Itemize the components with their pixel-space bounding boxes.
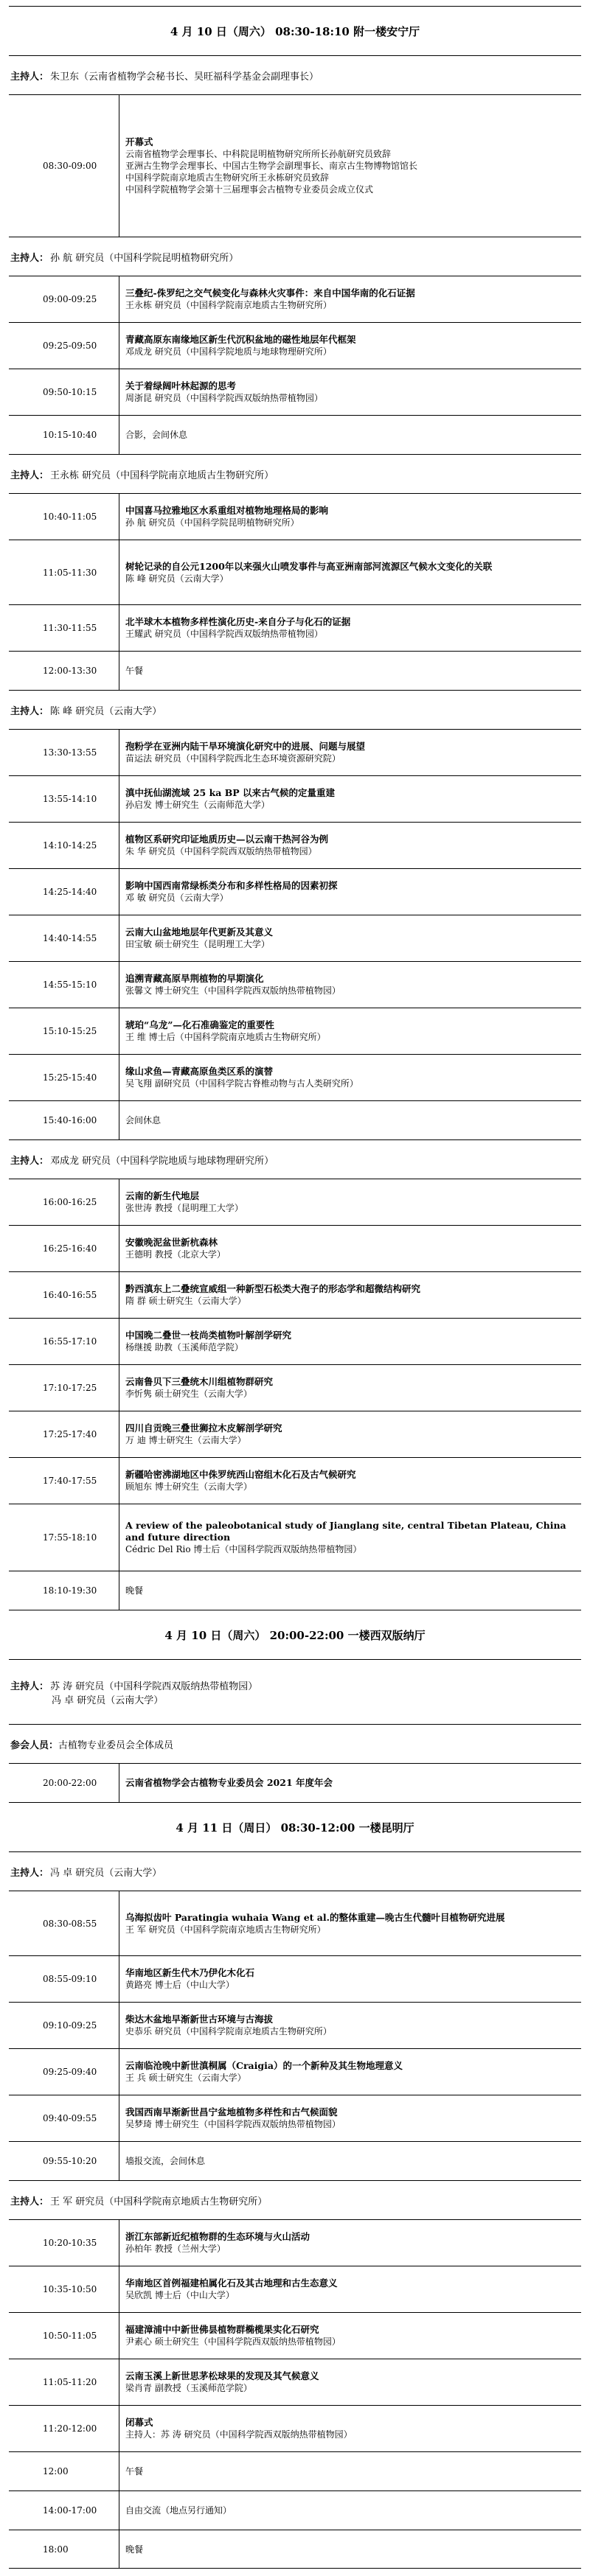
row-time: 14:40-14:55 [9,915,119,961]
row-time: 18:00 [9,2530,119,2568]
row-time: 16:25-16:40 [9,1226,119,1271]
talk-speaker: 万 迪 博士研究生（云南大学） [125,1435,246,1445]
talk-speaker: 中国科学院植物学会第十三届理事会古植物专业委员会成立仪式 [125,184,374,195]
row-content [119,2049,581,2095]
row-content [119,1319,581,1364]
talk-speaker: 邓 敏 研究员（云南大学） [125,893,229,903]
row-content [119,2142,581,2180]
row-content [119,1226,581,1271]
schedule-row [9,822,581,868]
session-header-text: 4 月 10 日（周六） 08:30-18:10 附一楼安宁厅 [170,24,420,38]
schedule-row [9,2405,581,2451]
talk-title: 琥珀“乌龙”—化石准确鉴定的重要性 [125,1019,274,1030]
host-label: 主持人： [10,1155,49,1167]
row-content [119,652,581,690]
talk-title: 北半球木本植物多样性演化历史-来自分子与化石的证据 [125,616,351,627]
talk-title: 滇中抚仙湖流域 25 ka BP 以来古气候的定量重建 [125,787,336,798]
schedule-row [9,94,581,237]
talk-title: 安徽晚泥盆世新杭森林 [125,1237,218,1248]
schedule-row [9,1054,581,1100]
row-content [119,1411,581,1457]
participants-label: 参会人员： [10,1739,59,1751]
talk-title: 乌海拟齿叶 Paratingia wuhaia Wang et al.的整体重建—晚古生代髓叶目植物研究进展 [125,1911,505,1923]
row-content [119,95,581,237]
talk-title: 黔西滇东上二叠统宣威组一种新型石松类大孢子的形态学和超微结构研究 [125,1283,421,1294]
talk-speaker: 吴飞翔 副研究员（中国科学院古脊椎动物与古人类研究所） [125,1078,358,1089]
host-name: 邓成龙 研究员（中国科学院地质与地球物理研究所） [50,1155,274,1167]
talk-title: 华南地区首例福建柏属化石及其古地理和古生态意义 [125,2277,338,2289]
row-content [119,2406,581,2451]
talk-speaker: 墙报交流，会间休息 [125,2156,206,2166]
schedule-row [9,1271,581,1318]
host-name: 王永栋 研究员（中国科学院南京地质古生物研究所） [50,470,274,481]
talk-speaker: 孙启发 博士研究生（云南师范大学） [125,800,270,810]
schedule-row [9,2312,581,2359]
host-label: 主持人： [10,470,49,481]
schedule-row [9,322,581,369]
schedule-row [9,1364,581,1411]
host-name: 孙 航 研究员（中国科学院昆明植物研究所） [50,252,239,264]
talk-title: 柴达木盆地早渐新世古环境与古海拔 [125,2014,274,2025]
talk-speaker: 午餐 [125,666,144,676]
talk-speaker: 亚洲古生物学会理事长、中国古生物学会副理事长、南京古生物博物馆馆长 [125,161,418,171]
schedule-row [9,493,581,540]
talk-title: 新疆哈密沸湖地区中侏罗统西山窑组木化石及古气候研究 [125,1469,356,1480]
participants-text: 古植物专业委员会全体成员 [58,1739,174,1751]
schedule-row [9,369,581,415]
talk-title: 青藏高原东南缘地区新生代沉积盆地的磁性地层年代框架 [125,334,356,345]
schedule-row [9,1008,581,1054]
talk-speaker: 中国科学院南京地质古生物研究所王永栋研究员致辞 [125,172,330,183]
row-time: 17:40-17:55 [9,1458,119,1504]
talk-title: 中国晚二叠世一枝尚类植物叶解剖学研究 [125,1330,292,1341]
row-time: 09:00-09:25 [9,276,119,322]
talk-speaker: 王永栋 研究员（中国科学院南京地质古生物研究所） [125,300,332,310]
session-header [9,6,581,55]
talk-speaker: 午餐 [125,2466,144,2476]
schedule-row [9,2141,581,2180]
row-content [119,730,581,775]
schedule-row [9,2095,581,2141]
schedule-row [9,1179,581,1225]
row-content [119,2452,581,2491]
schedule-row [9,2451,581,2491]
talk-title: 闭幕式 [125,2417,153,2428]
host-label: 主持人： [10,705,49,717]
schedule-row [9,2491,581,2530]
row-content [119,915,581,961]
row-time: 08:30-09:00 [9,95,119,237]
host-label: 主持人： [10,71,49,83]
row-content [119,1891,581,1955]
row-content [119,323,581,369]
row-time: 09:25-09:50 [9,323,119,369]
talk-title: 云南省植物学会古植物专业委员会 2021 年度年会 [125,1777,333,1788]
row-time: 09:10-09:25 [9,2003,119,2048]
row-time: 15:10-15:25 [9,1008,119,1054]
row-content [119,1179,581,1225]
row-time: 10:50-11:05 [9,2313,119,2359]
session-host [9,1139,581,1179]
row-content [119,1571,581,1610]
schedule-row [9,1955,581,2002]
host-name: 王 军 研究员（中国科学院南京地质古生物研究所） [50,2196,268,2207]
row-time: 10:15-10:40 [9,416,119,454]
row-time: 08:30-08:55 [9,1891,119,1955]
talk-speaker: 主持人：苏 涛 研究员（中国科学院西双版纳热带植物园） [125,2429,353,2440]
row-content [119,369,581,415]
schedule-row [9,775,581,822]
talk-speaker: 周浙昆 研究员（中国科学院西双版纳热带植物园） [125,393,323,403]
talk-title: 我国西南早渐新世昌宁盆地植物多样性和古气候面貌 [125,2106,338,2118]
row-time: 10:40-11:05 [9,494,119,540]
schedule-row [9,2359,581,2405]
talk-speaker: 合影，会间休息 [125,430,188,440]
talk-title: 开幕式 [125,136,153,147]
talk-speaker: 吴欣凯 博士后（中山大学） [125,2290,235,2300]
session-host [9,1659,581,1724]
talk-speaker: 王 兵 硕士研究生（云南大学） [125,2073,246,2083]
session-header [9,1610,581,1659]
session-host [9,690,581,729]
schedule-row [9,1571,581,1610]
participants [9,1724,581,1763]
schedule-row [9,1225,581,1271]
row-time: 14:55-15:10 [9,962,119,1008]
schedule-row [9,1100,581,1139]
talk-speaker: 王 维 博士后（中国科学院南京地质古生物研究所） [125,1032,326,1042]
talk-speaker: 顾旭东 博士研究生（云南大学） [125,1481,252,1492]
session-host [9,454,581,493]
row-content [119,1458,581,1504]
row-time: 11:20-12:00 [9,2406,119,2451]
schedule-row [9,1891,581,1955]
row-time: 16:00-16:25 [9,1179,119,1225]
row-time: 11:05-11:30 [9,540,119,604]
talk-title: 云南的新生代地层 [125,1190,200,1201]
talk-speaker: 隋 群 硕士研究生（云南大学） [125,1296,246,1306]
schedule-row [9,961,581,1008]
host-name: 冯 卓 研究员（云南大学） [50,1867,162,1879]
row-time: 16:55-17:10 [9,1319,119,1364]
talk-speaker: 杨继援 助教（玉溪师范学院） [125,1342,243,1352]
talk-speaker: 朱 华 研究员（中国科学院西双版纳热带植物园） [125,846,317,856]
talk-speaker: 史恭乐 研究员（中国科学院南京地质古生物研究所） [125,2026,332,2036]
talk-speaker: 张世涛 教授（昆明理工大学） [125,1203,243,1213]
session-header-text: 4 月 10 日（周六） 20:00-22:00 一楼西双版纳厅 [164,1628,426,1642]
talk-title: 云南临沧晚中新世滇桐属（Craigia）的一个新种及其生物地理意义 [125,2060,403,2071]
row-time: 11:05-11:20 [9,2359,119,2405]
schedule-row [9,2530,581,2569]
host-label: 主持人： [10,1867,49,1879]
row-content [119,2003,581,2048]
row-content [119,1504,581,1571]
row-time: 13:55-14:10 [9,776,119,822]
row-content [119,1101,581,1139]
talk-title: 追溯青藏高原旱荆植物的早期演化 [125,973,264,984]
row-content [119,823,581,868]
talk-speaker: 黄路亮 博士后（中山大学） [125,1980,235,1990]
schedule-row [9,868,581,915]
row-time: 14:00-17:00 [9,2491,119,2530]
row-content [119,2313,581,2359]
row-content [119,2220,581,2266]
schedule-row [9,415,581,454]
row-time: 15:40-16:00 [9,1101,119,1139]
talk-title: 关于着绿阔叶林起源的思考 [125,380,237,391]
session-host [9,237,581,276]
talk-speaker: 张馨文 博士研究生（中国科学院西双版纳热带植物园） [125,985,341,996]
talk-speaker: 王耀武 研究员（中国科学院西双版纳热带植物园） [125,629,323,639]
row-time: 16:40-16:55 [9,1272,119,1318]
talk-speaker: 李忻隽 硕士研究生（云南大学） [125,1389,252,1399]
row-time: 17:25-17:40 [9,1411,119,1457]
talk-title: 云南玉溪上新世思茅松球果的发现及其气候意义 [125,2370,319,2381]
talk-title: 植物区系研究印证地质历史—以云南干热河谷为例 [125,834,329,845]
row-time: 10:20-10:35 [9,2220,119,2266]
row-time: 09:50-10:15 [9,369,119,415]
row-content [119,2491,581,2530]
schedule-row [9,540,581,604]
schedule-row [9,729,581,775]
session-host [9,1851,581,1891]
row-time: 20:00-22:00 [9,1764,119,1802]
row-time: 11:30-11:55 [9,605,119,651]
row-content [119,1055,581,1100]
host-label: 主持人： [10,2196,49,2207]
talk-title: 缘山求鱼—青藏高原鱼类区系的演替 [125,1066,274,1077]
row-time: 14:25-14:40 [9,869,119,915]
row-time: 12:00 [9,2452,119,2491]
row-content [119,416,581,454]
host-label: 主持人： [10,1680,49,1692]
row-content [119,776,581,822]
schedule-row [9,604,581,651]
talk-title: 中国喜马拉雅地区水系重组对植物地理格局的影响 [125,505,329,516]
row-content [119,1764,581,1802]
row-content [119,1008,581,1054]
row-time: 09:55-10:20 [9,2142,119,2180]
row-content [119,605,581,651]
talk-title: 浙江东部新近纪植物群的生态环境与火山活动 [125,2231,310,2242]
talk-title: 云南鲁贝下三叠统木川组植物群研究 [125,1376,274,1387]
host-name: 陈 峰 研究员（云南大学） [50,705,162,717]
row-time: 17:10-17:25 [9,1365,119,1411]
row-content [119,1272,581,1318]
session-header-text: 4 月 11 日（周日） 08:30-12:00 一楼昆明厅 [176,1821,414,1835]
talk-title: 三叠纪-侏罗纪之交气候变化与森林火灾事件：来自中国华南的化石证据 [125,287,415,299]
talk-title: 树轮记录的自公元1200年以来强火山喷发事件与高亚洲南部河流源区气候水文变化的关联 [125,560,493,572]
row-time: 12:00-13:30 [9,652,119,690]
talk-speaker: 自由交流（地点另行通知） [125,2505,232,2516]
schedule-row [9,1318,581,1364]
row-time: 17:55-18:10 [9,1504,119,1571]
row-content [119,540,581,604]
talk-speaker: 田宝敏 硕士研究生（昆明理工大学） [125,939,270,949]
talk-title: 四川自贡晚三叠世狮拉木皮解剖学研究 [125,1423,282,1434]
schedule-row [9,276,581,322]
host-name-2: 冯 卓 研究员（云南大学） [52,1694,164,1706]
session-host [9,2180,581,2219]
session-header [9,1802,581,1851]
schedule-row [9,2002,581,2048]
row-time: 09:25-09:40 [9,2049,119,2095]
schedule-row [9,2048,581,2095]
row-content [119,276,581,322]
row-content [119,962,581,1008]
host-name: 苏 涛 研究员（中国科学院西双版纳热带植物园） [50,1680,258,1692]
row-time: 09:40-09:55 [9,2095,119,2141]
schedule-row [9,2266,581,2312]
talk-speaker: 晚餐 [125,1585,144,1596]
talk-title: 福建漳浦中中新世佛昙植物群椭榄果实化石研究 [125,2324,319,2335]
row-time: 13:30-13:55 [9,730,119,775]
row-time: 10:35-10:50 [9,2266,119,2312]
row-content [119,2359,581,2405]
row-content [119,2095,581,2141]
row-content [119,1956,581,2002]
talk-title: A review of the paleobotanical study of Jianglang site, central Tibetan Plateau, China and future direction [125,1520,566,1543]
talk-title: 华南地区新生代木乃伊化木化石 [125,1967,255,1978]
row-time: 08:55-09:10 [9,1956,119,2002]
talk-speaker: 会间休息 [125,1115,162,1125]
talk-speaker: 晚餐 [125,2544,144,2555]
host-name: 朱卫东（云南省植物学会秘书长、昊旺福科学基金会副理事长） [50,71,319,83]
schedule-row [9,915,581,961]
row-content [119,869,581,915]
session-host [9,55,581,94]
talk-speaker: 孙 航 研究员（中国科学院昆明植物研究所） [125,517,299,528]
talk-title: 孢粉学在亚洲内陆干旱环境演化研究中的进展、问题与展望 [125,741,366,752]
talk-speaker: 孙柏年 教授（兰州大学） [125,2244,226,2254]
row-time: 14:10-14:25 [9,823,119,868]
talk-speaker: 陈 峰 研究员（云南大学） [125,573,229,584]
row-content [119,1365,581,1411]
schedule-row [9,1457,581,1504]
talk-speaker: 云南省植物学会理事长、中科院昆明植物研究所所长孙航研究员致辞 [125,149,392,159]
schedule-row [9,2219,581,2266]
schedule-row [9,1504,581,1571]
row-time: 18:10-19:30 [9,1571,119,1610]
talk-title: 云南大山盆地地层年代更新及其意义 [125,926,274,938]
talk-speaker: 梁肖青 副教授（玉溪师范学院） [125,2383,252,2393]
host-label: 主持人： [10,252,49,264]
talk-title: 影响中国西南常绿栎类分布和多样性格局的因素初探 [125,880,338,891]
talk-speaker: 邓成龙 研究员（中国科学院地质与地球物理研究所） [125,346,332,357]
talk-speaker: 王 军 研究员（中国科学院南京地质古生物研究所） [125,1924,326,1935]
row-time: 15:25-15:40 [9,1055,119,1100]
schedule-row [9,651,581,690]
row-content [119,2530,581,2568]
row-content [119,2266,581,2312]
talk-speaker: 尹素心 硕士研究生（中国科学院西双版纳热带植物园） [125,2336,341,2347]
schedule-row [9,1411,581,1457]
talk-speaker: 苗运法 研究员（中国科学院西北生态环境资源研究院） [125,753,341,764]
talk-speaker: Cédric Del Rio 博士后（中国科学院西双版纳热带植物园） [125,1544,362,1554]
row-content [119,494,581,540]
talk-speaker: 吴梦琦 博士研究生（中国科学院西双版纳热带植物园） [125,2119,341,2129]
schedule-row [9,1763,581,1802]
talk-speaker: 王德明 教授（北京大学） [125,1249,226,1260]
